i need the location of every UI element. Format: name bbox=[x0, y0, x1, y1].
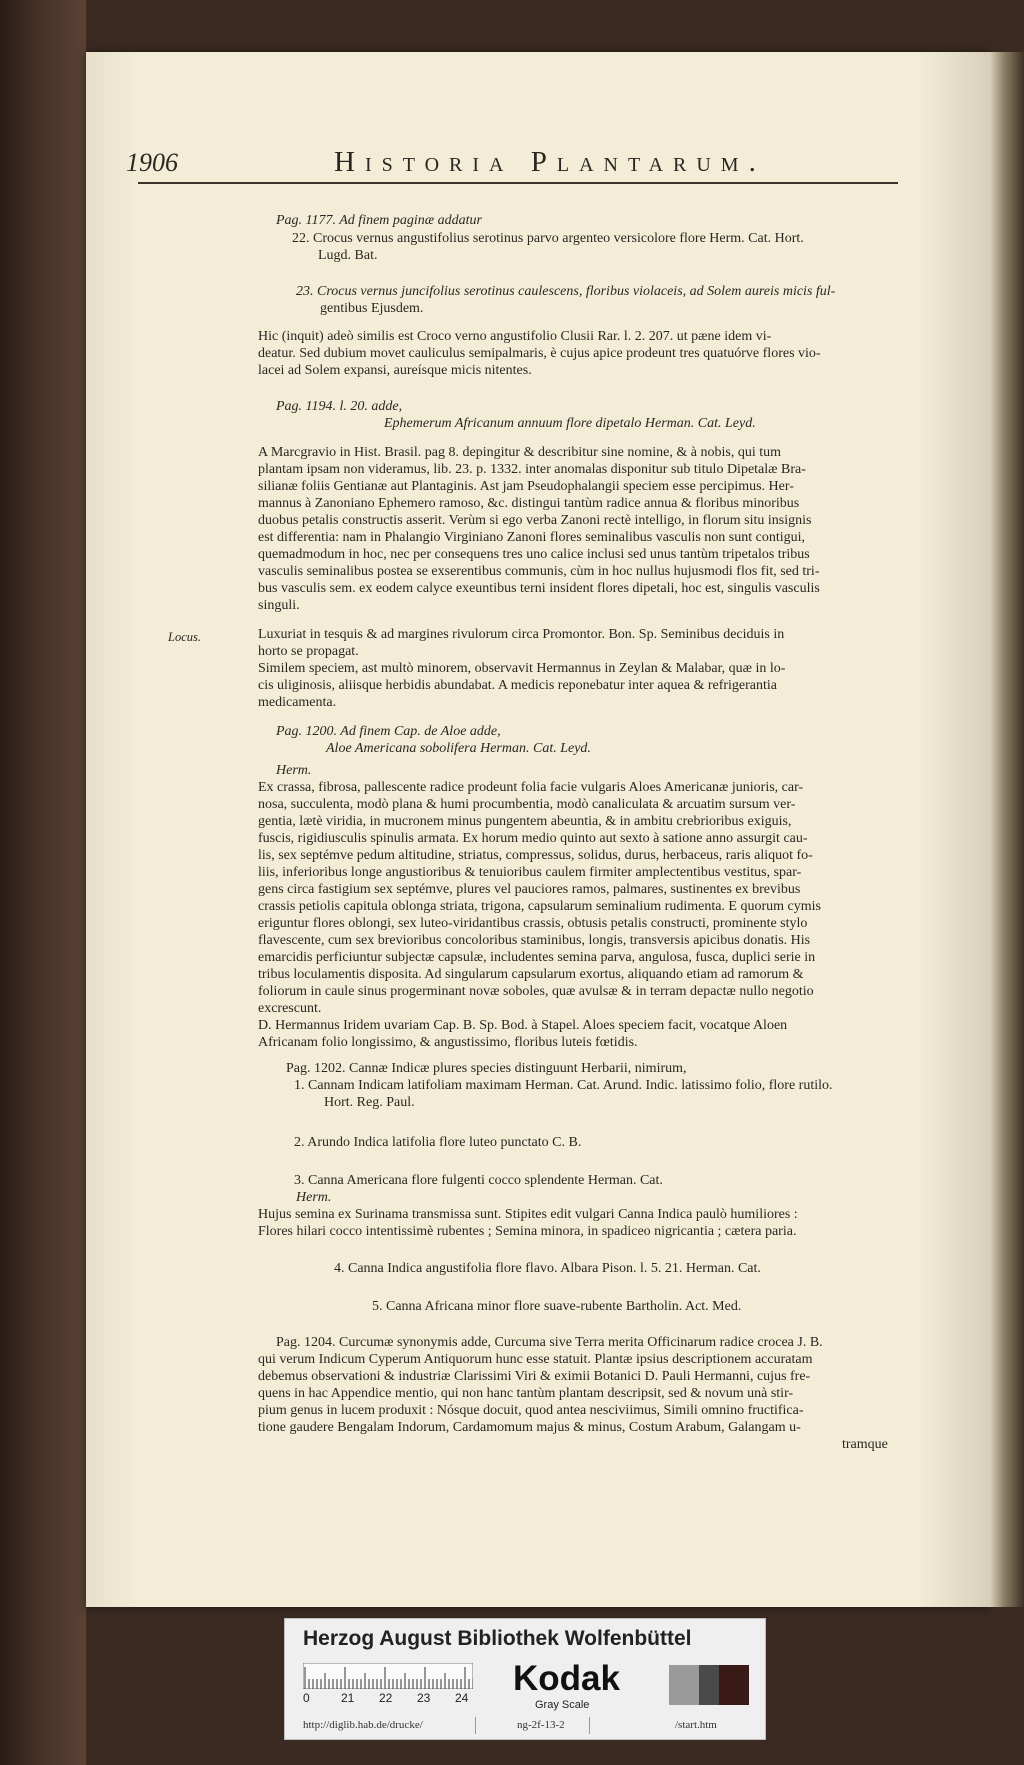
text-line: plantam ipsam non videramus, lib. 23. p. 1332. inter anomalas disponitur sub titulo Dipetalæ Bra- bbox=[258, 462, 806, 477]
dark-red-swatch bbox=[719, 1665, 749, 1705]
text-line: vasculis seminalibus postea se exserentibus communis, cùm in hoc nullus hujusmodi flos fit, sed tri- bbox=[258, 564, 820, 579]
text-line: Hic (inquit) adeò similis est Croco verno angustifolio Clusii Rar. l. 2. 207. ut pæne idem vi- bbox=[258, 329, 772, 344]
text-line: quemadmodum in hoc, nec per consequens tres uno calice inclusi sed unus tantùm tripetalos tribus bbox=[258, 547, 810, 562]
text-line: mannus à Zanoniano Ephemero ramoso, &c. distingui tantùm radice annua & floribus minoribus bbox=[258, 496, 800, 511]
gray-scale-label: Gray Scale bbox=[535, 1699, 590, 1711]
text-line: Aloe Americana sobolifera Herman. Cat. Leyd. bbox=[326, 741, 591, 756]
text-line: pium genus in lucem produxit : Nósque docuit, quod antea nesciviimus, Simili omnino fructifica- bbox=[258, 1403, 804, 1418]
text-line: gentibus Ejusdem. bbox=[320, 301, 424, 316]
text-line: cis uliginosis, aliisque herbidis abundabat. A medicis reponebatur inter aquea & refrigerantia bbox=[258, 678, 778, 693]
text-line: 1. Cannam Indicam latifoliam maximam Herman. Cat. Arund. Indic. latissimo folio, flore rutilo. bbox=[294, 1078, 833, 1093]
text-line: Ex crassa, fibrosa, pallescente radice prodeunt folia facie vulgaris Aloes Americanæ junioris, car- bbox=[258, 780, 804, 795]
text-line: tribus loculamentis disposita. Ad singularum capsularum exortus, aliquando etiam ad ramorum & bbox=[258, 967, 804, 982]
text-line: Pag. 1204. Curcumæ synonymis adde, Curcuma sive Terra merita Officinarum radice crocea J. B. bbox=[276, 1335, 823, 1350]
scale-ruler bbox=[303, 1663, 473, 1689]
text-line: Hujus semina ex Surinama transmissa sunt. Stipites edit vulgari Canna Indica paulò humiliores : bbox=[258, 1207, 798, 1222]
text-line: est differentia: nam in Phalangio Virginiano Zanoni flores seminalibus vasculis non sunt contigui, bbox=[258, 530, 806, 545]
ruler-number: 22 bbox=[379, 1691, 393, 1705]
text-line: Ephemerum Africanum annuum flore dipetalo Herman. Cat. Leyd. bbox=[384, 416, 756, 431]
text-line: debemus observationi & industriæ Clarissimi Viri & eximii Botanici D. Pauli Hermanni, cujus fre- bbox=[258, 1369, 811, 1384]
text-line: crassis petiolis capitula oblonga striata, trigona, capsularum seminalium rudimenta. E quorum cymis bbox=[258, 899, 821, 914]
margin-note-locus: Locus. bbox=[168, 630, 201, 644]
text-line: Pag. 1177. Ad finem paginæ addatur bbox=[276, 213, 482, 228]
kodak-logo: Kodak bbox=[513, 1659, 620, 1698]
text-line: eriguntur flores oblongi, sex luteo-viridantibus crassis, obtusis petalis constructi, prominente stylo bbox=[258, 916, 808, 931]
text-line: gentia, lætè viridia, in mucronem minus pungentem abeuntia, & in ambitu crebrioribus exiguis, bbox=[258, 814, 792, 829]
text-line: 22. Crocus vernus angustifolius serotinus parvo argenteo versicolore flore Herm. Cat. Hort. bbox=[292, 231, 804, 246]
ruler-number: 0 bbox=[303, 1691, 310, 1705]
text-line: tione gaudere Bengalam Indorum, Cardamomum majus & minus, Costum Arabum, Galangam u- bbox=[258, 1420, 801, 1435]
text-line: Africanam folio longissimo, & angustissimo, floribus luteis fœtidis. bbox=[258, 1035, 638, 1050]
text-line: 2. Arundo Indica latifolia flore luteo punctato C. B. bbox=[294, 1135, 582, 1150]
text-line: deatur. Sed dubium movet cauliculus semipalmaris, è cujus apice prodeunt tres quatuórve flores vio- bbox=[258, 346, 821, 361]
text-line: D. Hermannus Iridem uvariam Cap. B. Sp. Bod. à Stapel. Aloes speciem facit, vocatque Aloen bbox=[258, 1018, 788, 1033]
ruler-number: 23 bbox=[417, 1691, 431, 1705]
text-line: lacei ad Solem expansi, aureísque micis nitentes. bbox=[258, 363, 532, 378]
divider bbox=[475, 1717, 476, 1734]
text-line: Flores hilari cocco intentissimè rubentes ; Semina minora, in spadiceo nigricantia ; cætera paria. bbox=[258, 1224, 797, 1239]
text-line: foliorum in caule sinus progerminant novæ soboles, quæ avulsæ & in terram depactæ nullo negotio bbox=[258, 984, 814, 999]
text-line: liis, inferioribus longe angustioribus & tenuioribus caulem firmiter amplectentibus vestitus, spar- bbox=[258, 865, 802, 880]
text-line: 5. Canna Africana minor flore suave-rubente Bartholin. Act. Med. bbox=[372, 1299, 742, 1314]
ruler-number: 21 bbox=[341, 1691, 355, 1705]
text-line: silianæ foliis Gentianæ aut Plantaginis. Ast jam Pseudophalangii speciem esse percipimus. Her- bbox=[258, 479, 794, 494]
text-line: Herm. bbox=[296, 1190, 332, 1205]
text-line: Luxuriat in tesquis & ad margines rivulorum circa Promontor. Bon. Sp. Seminibus deciduis in bbox=[258, 627, 785, 642]
start-file: /start.htm bbox=[675, 1719, 717, 1731]
header-rule bbox=[138, 182, 898, 184]
text-line: Similem speciem, ast multò minorem, observavit Hermannus in Zeylan & Malabar, quæ in lo- bbox=[258, 661, 786, 676]
text-line: emarcidis perficiuntur subjectæ capsulæ, includentes semina parva, angulosa, fusca, duplici serie in bbox=[258, 950, 816, 965]
shelfmark: ng-2f-13-2 bbox=[517, 1719, 565, 1731]
text-line: 4. Canna Indica angustifolia flore flavo. Albara Pison. l. 5. 21. Herman. Cat. bbox=[334, 1261, 761, 1276]
text-line: nosa, succulenta, modò plana & humi procumbentia, modò canaliculata & arcuatim sursum ver- bbox=[258, 797, 796, 812]
page-edge-shadow bbox=[990, 52, 1024, 1607]
text-line: medicamenta. bbox=[258, 695, 337, 710]
text-line: Hort. Reg. Paul. bbox=[324, 1095, 415, 1110]
text-line: tramque bbox=[842, 1437, 888, 1452]
text-line: singuli. bbox=[258, 598, 300, 613]
text-line: 3. Canna Americana flore fulgenti cocco splendente Herman. Cat. bbox=[294, 1173, 663, 1188]
text-line: gens circa fastigium sex septémve, plures vel pauciores ramos, palmares, sustinentes ex brevibus bbox=[258, 882, 801, 897]
text-line: duobus petalis constructis asserit. Verùm si ego verba Zanoni rectè intelligo, in florum situ insignis bbox=[258, 513, 812, 528]
text-line: Pag. 1194. l. 20. adde, bbox=[276, 399, 403, 414]
text-line: flavescente, cum sex brevioribus concoloribus staminibus, longis, transversis apicibus donatis. His bbox=[258, 933, 811, 948]
gray-swatch-mid bbox=[699, 1665, 719, 1705]
source-url: http://diglib.hab.de/drucke/ bbox=[303, 1719, 423, 1731]
text-line: 23. Crocus vernus juncifolius serotinus caulescens, floribus violaceis, ad Solem aureis micis ful- bbox=[296, 284, 836, 299]
color-target-strip bbox=[284, 1618, 766, 1740]
text-line: A Marcgravio in Hist. Brasil. pag 8. depingitur & describitur sine nomine, & à nobis, qui tum bbox=[258, 445, 781, 460]
library-name: Herzog August Bibliothek Wolfenbüttel bbox=[303, 1627, 692, 1650]
ruler-number: 24 bbox=[455, 1691, 469, 1705]
text-line: bus vasculis sem. ex eodem calyce exeuntibus terni insident flores dipetali, hoc est, singulis vasculis bbox=[258, 581, 820, 596]
divider bbox=[589, 1717, 590, 1734]
gray-swatch-light bbox=[669, 1665, 699, 1705]
text-line: Herm. bbox=[276, 763, 312, 778]
text-line: horto se propagat. bbox=[258, 644, 359, 659]
text-line: qui verum Indicum Cyperum Antiquorum hunc esse statuit. Plantæ ipsius descriptionem accuratam bbox=[258, 1352, 813, 1367]
text-line: excrescunt. bbox=[258, 1001, 322, 1016]
text-line: Pag. 1202. Cannæ Indicæ plures species distinguunt Herbarii, nimirum, bbox=[286, 1061, 687, 1076]
text-line: lis, sex septémve pedum altitudine, striatus, compressus, solidus, durus, herbaceus, raris aliquot fo- bbox=[258, 848, 813, 863]
text-line: Pag. 1200. Ad finem Cap. de Aloe adde, bbox=[276, 724, 501, 739]
page-number: 1906 bbox=[126, 148, 178, 177]
text-line: fuscis, rigidiusculis spinulis armata. Ex horum medio quinto aut sexto à satione anno assurgit cau- bbox=[258, 831, 808, 846]
running-title: Historia Plantarum. bbox=[334, 146, 766, 178]
text-line: Lugd. Bat. bbox=[318, 248, 378, 263]
text-line: quens in hac Appendice mentio, qui non hanc tantùm plantam descripsit, sed & novum unà stir- bbox=[258, 1386, 794, 1401]
book-spine-shadow bbox=[0, 0, 86, 1765]
